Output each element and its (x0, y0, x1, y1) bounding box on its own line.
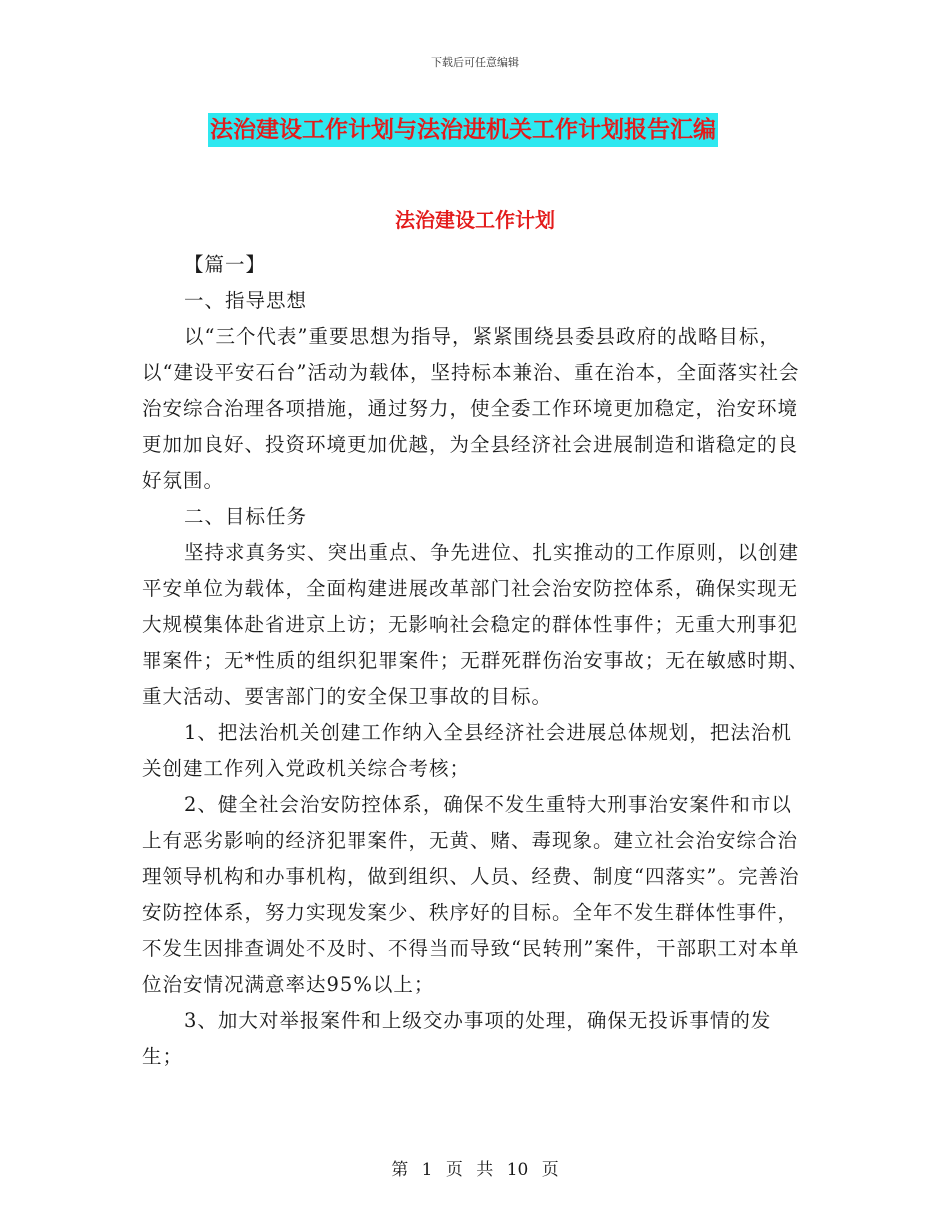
heading-goals-tasks: 二、目标任务 (184, 505, 308, 528)
heading-guiding-thought: 一、指导思想 (184, 289, 308, 312)
list-item: 1、把法治机关创建工作纳入全县经济社会进展总体规划，把法治机关创建工作列入党政机关综合考核； (142, 721, 792, 780)
list-item: 2、健全社会治安防控体系，确保不发生重特大刑事治安案件和市以上有恶劣影响的经济犯罪案件，无黄、赌、毒现象。建立社会治安综合治理领导机构和办事机构，做到组织、人员、经费、制度“四落实”。完善治安防控体系，努力实现发案少、秩序好的目标。全年不发生群体性事件，不发生因排查调处不及时、不得当而导致“民转刑”案件，干部职工对本单位治安情况满意率达95%以上； (142, 793, 800, 996)
document-main-title: 法治建设工作计划与法治进机关工作计划报告汇编 (208, 113, 718, 147)
section-title: 法治建设工作计划 (395, 208, 555, 232)
paragraph: 坚持求真务实、突出重点、争先进位、扎实推动的工作原则，以创建平安单位为载体，全面构建进展改革部门社会治安防控体系，确保实现无大规模集体赴省进京上访；无影响社会稳定的群体性事件；无重大刑事犯罪案件；无*性质的组织犯罪案件；无群死群伤治安事故；无在敏感时期、重大活动、要害部门的安全保卫事故的目标。 (142, 541, 809, 708)
page-footer: 第 1 页 共 10 页 (391, 1160, 559, 1180)
page-header-note: 下载后可任意编辑 (431, 56, 519, 69)
paragraph: 以“三个代表”重要思想为指导，紧紧围绕县委县政府的战略目标，以“建设平安石台”活动为载体，坚持标本兼治、重在治本，全面落实社会治安综合治理各项措施，通过努力，使全委工作环境更加稳定，治安环境更加加良好、投资环境更加优越，为全县经济社会进展制造和谐稳定的良好氛围。 (142, 325, 800, 492)
chapter-label: 【篇一】 (184, 253, 267, 276)
list-item: 3、加大对举报案件和上级交办事项的处理，确保无投诉事情的发生； (142, 1009, 772, 1068)
document-body (142, 247, 812, 1075)
